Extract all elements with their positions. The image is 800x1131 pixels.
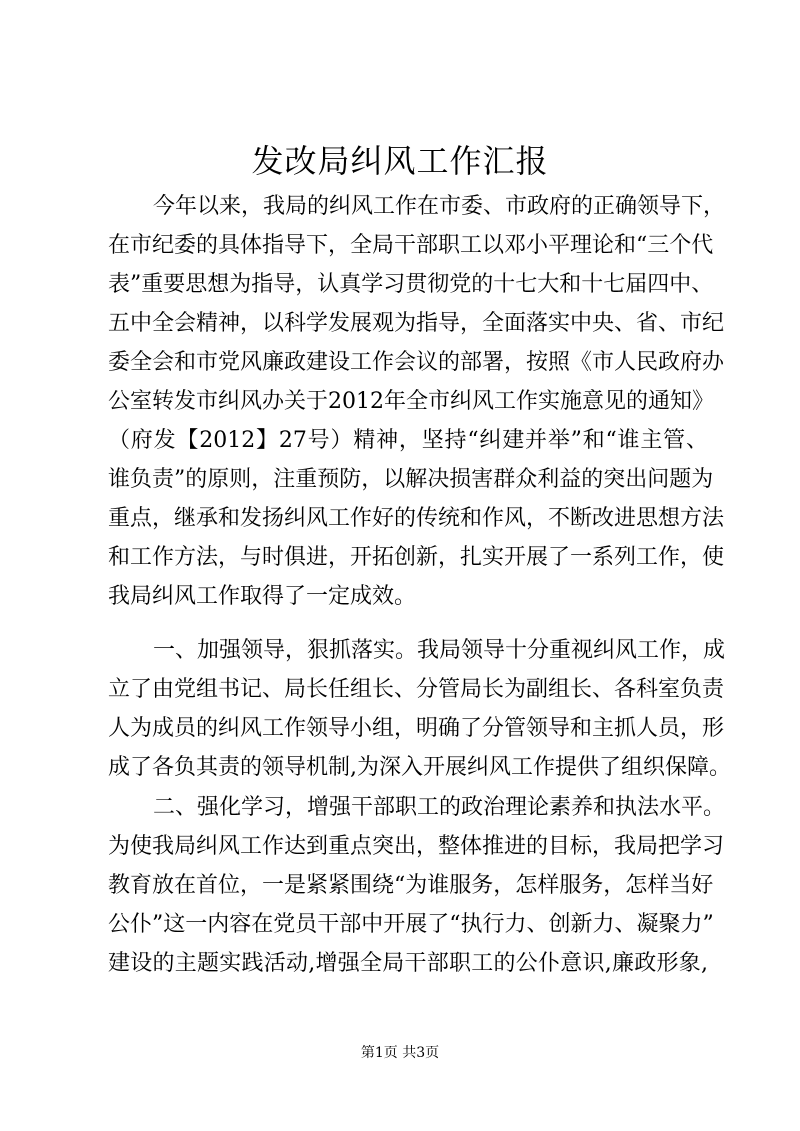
document-title: 发改局纠风工作汇报 [251, 142, 549, 180]
paragraph-line: 二、强化学习，增强干部职工的政治理论素养和执法水平。 [153, 795, 726, 820]
paragraph-line: （府发【2012】27号）精神，坚持“纠建并举”和“谁主管、 [108, 428, 708, 453]
paragraph-section-two [108, 788, 726, 983]
paragraph-line: 成了各负其责的领导机制,为深入开展纠风工作提供了组织保障。 [108, 755, 731, 780]
page-number: 第1页 共3页 [360, 1045, 440, 1061]
paragraph-line: 公室转发市纠风办关于2012年全市纠风工作实施意见的通知》 [108, 389, 714, 414]
paragraph-line: 今年以来，我局的纠风工作在市委、市政府的正确领导下， [153, 194, 726, 219]
paragraph-line: 立了由党组书记、局长任组长、分管局长为副组长、各科室负责 [108, 677, 725, 702]
paragraph-line: 谁负责”的原则，注重预防，以解决损害群众利益的突出问题为 [108, 467, 714, 492]
paragraph-line: 建设的主题实践活动,增强全局干部职工的公仆意识,廉政形象, [108, 951, 708, 976]
paragraph-line: 为使我局纠风工作达到重点突出，整体推进的目标，我局把学习 [108, 834, 725, 859]
paragraph-intro [108, 187, 726, 616]
paragraph-line: 和工作方法，与时俱进，开拓创新，扎实开展了一系列工作，使 [108, 545, 725, 570]
paragraph-line: 重点，继承和发扬纠风工作好的传统和作风，不断改进思想方法 [108, 506, 725, 531]
paragraph-line: 在市纪委的具体指导下，全局干部职工以邓小平理论和“三个代 [108, 233, 714, 258]
paragraph-line: 人为成员的纠风工作领导小组，明确了分管领导和主抓人员，形 [108, 716, 725, 741]
paragraph-line: 表”重要思想为指导，认真学习贯彻党的十七大和十七届四中、 [108, 272, 714, 297]
paragraph-line: 公仆”这一内容在党员干部中开展了“执行力、创新力、凝聚力” [108, 912, 714, 937]
paragraph-line: 五中全会精神，以科学发展观为指导，全面落实中央、省、市纪 [108, 311, 725, 336]
paragraph-section-one [108, 631, 731, 787]
paragraph-line: 委全会和市党风廉政建设工作会议的部署，按照《市人民政府办 [108, 350, 725, 375]
paragraph-line: 我局纠风工作取得了一定成效。 [108, 584, 417, 609]
paragraph-line: 教育放在首位，一是紧紧围绕“为谁服务，怎样服务，怎样当好 [108, 873, 714, 898]
paragraph-line: 一、加强领导，狠抓落实。我局领导十分重视纠风工作，成 [153, 638, 726, 663]
